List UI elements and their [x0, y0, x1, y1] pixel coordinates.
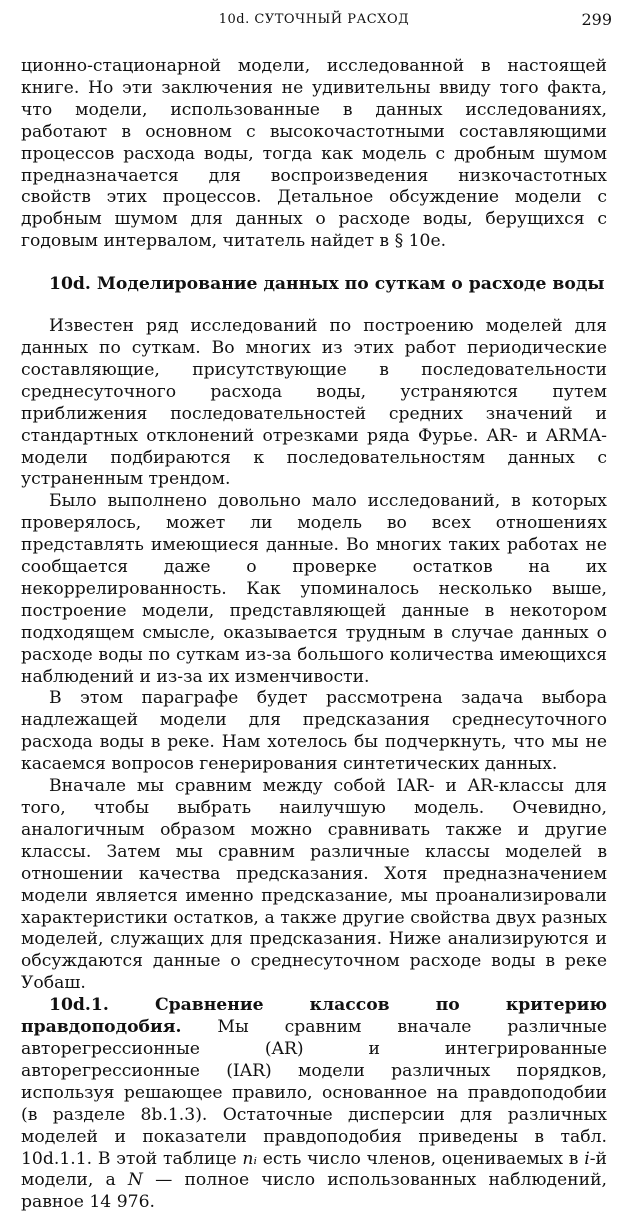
subsection-title: 10d.1. Сравнение классов по критерию правдоподобия. — [21, 995, 607, 1038]
paragraph-text: -й модели, а — [21, 1148, 607, 1191]
paragraph: В этом параграфе будет рассмотрена задача выбора надлежащей модели для предсказания среднесуточного расхода воды в реке. Нам хотелось бы подчеркнуть, что мы не касаемся вопросов генерирования синтетических данных. — [21, 688, 607, 775]
paragraph: Известен ряд исследований по построению моделей для данных по суткам. Во многих из этих работ периодические составляющие, присутствующие в последовательности среднесуточного расхода воды, устраняются путем приближения последовательностей средних значений и стандартных отклонений отрезками ряда Фурье. AR- и ARMA-модели подбираются к последовательностям данных с устраненным трендом. — [21, 316, 607, 490]
paragraph: Было выполнено довольно мало исследований, в которых проверялось, может ли модель во всех отношениях представлять имеющиеся данные. Во многих таких работах не сообщается даже о проверке остатков на их некоррелированность. Как упоминалось несколько выше, построение модели, представляющей данные в некотором подходящем смысле, оказывается трудным в случае данных о расходе воды по суткам из-за большого количества имеющихся наблюдений и из-за их изменчивости. — [21, 491, 607, 687]
subsection-paragraph — [21, 995, 607, 1214]
paragraph-text: — полное число использованных наблюдений, равное 14 976. — [21, 1170, 607, 1213]
paragraph-text: Мы сравним вначале различные авторегрессионные (AR) и интегрированные авторегрессионные (IAR) модели различных порядков, используя решающее правило, основанное на правдоподобии (в разделе 8b.1.3). Остаточные дисперсии для различных моделей и показатели правдоподобия приведены в табл. 10d.1.1. В этой таблице — [21, 1017, 607, 1169]
paragraph-continuation: ционно-стационарной модели, исследованной в настоящей книге. Но эти заключения не удивительны ввиду того факта, что модели, использованные в данных исследованиях, работают в основном с высокочастотными составляющими процессов расхода воды, тогда как модель с дробным шумом предназначается для воспроизведения низкочастотных свойств этих процессов. Детальное обсуждение модели с дробным шумом для данных о расходе воды, берущихся с годовым интервалом, читатель найдет в § 10е. — [21, 56, 607, 252]
body-text — [21, 56, 607, 1214]
page-number: 299 — [581, 10, 612, 29]
running-head: 10d. СУТОЧНЫЙ РАСХОД — [218, 12, 410, 27]
math-var-N: N — [127, 1170, 143, 1191]
paragraph: Вначале мы сравним между собой IAR- и AR-классы для того, чтобы выбрать наилучшую модель. Очевидно, аналогичным образом можно сравнивать также и другие классы. Затем мы сравним различные классы моделей в отношении качества предсказания. Хотя предназначением модели является именно предсказание, мы проанализировали характеристики остатков, а также другие свойства двух разных моделей, служащих для предсказания. Ниже анализируются и обсуждаются данные о среднесуточном расходе воды в реке Уобаш. — [21, 776, 607, 994]
math-var-i: i — [584, 1148, 590, 1169]
page-header — [0, 8, 628, 34]
paragraph-text: есть число членов, оцениваемых в — [256, 1148, 585, 1169]
section-heading: 10d. Моделирование данных по суткам о расходе воды — [49, 274, 605, 295]
math-var-ni: nᵢ — [242, 1148, 257, 1169]
